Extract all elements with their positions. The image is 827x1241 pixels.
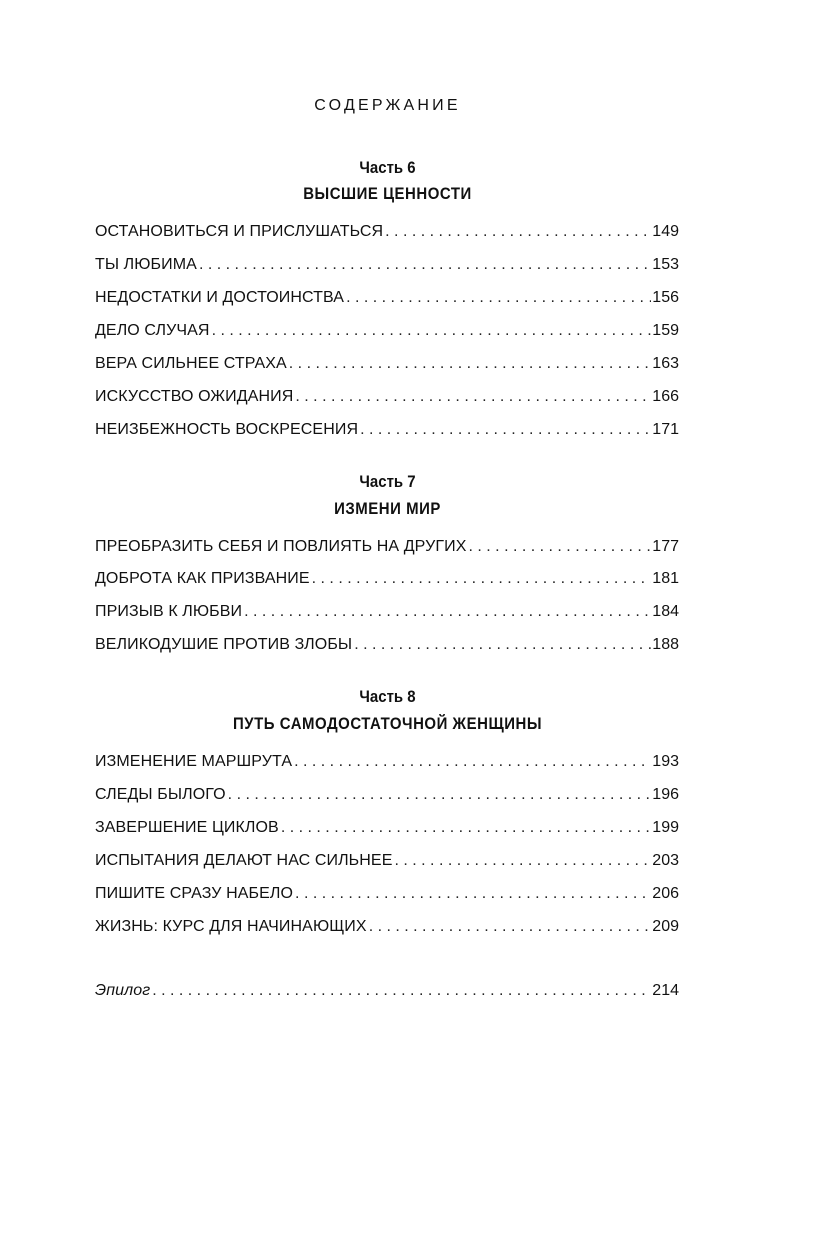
toc-entry-page: 163 [652,355,679,372]
toc-entry[interactable] [95,852,679,874]
part-7-label: Часть 7 [359,472,416,491]
toc-entry[interactable] [95,421,679,443]
dot-leader [287,355,652,373]
toc-entry[interactable] [95,322,679,344]
toc-entry-page: 196 [652,786,679,803]
part-6-label: Часть 6 [359,158,416,177]
toc-entry[interactable] [95,538,679,560]
toc-entry-page: 193 [652,753,679,770]
toc-entry[interactable] [95,223,679,245]
toc-entry-title: ИСПЫТАНИЯ ДЕЛАЮТ НАС СИЛЬНЕЕ [95,852,393,869]
toc-entry-page: 153 [652,256,679,273]
toc-entry-page: 149 [652,223,679,240]
toc-entry[interactable] [95,603,679,625]
toc-entry-title: НЕИЗБЕЖНОСТЬ ВОСКРЕСЕНИЯ [95,421,359,438]
toc-entry-page: 188 [652,636,679,653]
dot-leader [367,918,652,936]
toc-entry-page: 209 [652,918,679,935]
toc-entry-page: 156 [652,289,679,306]
dot-leader [226,786,652,804]
dot-leader [242,603,651,621]
dot-leader [210,322,652,340]
toc-entry-title: ДЕЛО СЛУЧАЯ [95,322,210,339]
dot-leader [292,753,651,771]
toc-entry[interactable] [95,753,679,775]
dot-leader [150,982,651,1000]
toc-entry-title: ДОБРОТА КАК ПРИЗВАНИЕ [95,570,310,587]
toc-entry-page: 171 [652,421,679,438]
part-8-label: Часть 8 [359,687,416,706]
dot-leader [293,885,651,903]
toc-entry-title: ИСКУССТВО ОЖИДАНИЯ [95,388,294,405]
toc-entry-title: ЗАВЕРШЕНИЕ ЦИКЛОВ [95,819,279,836]
toc-entry-page: 214 [652,982,679,999]
toc-entry-title: ПРЕОБРАЗИТЬ СЕБЯ И ПОВЛИЯТЬ НА ДРУГИХ [95,538,467,555]
toc-entry[interactable] [95,786,679,808]
dot-leader [358,421,651,439]
toc-entry[interactable] [95,355,679,377]
toc-entry-page: 184 [652,603,679,620]
toc-entry[interactable] [95,570,679,592]
toc-heading: СОДЕРЖАНИЕ [314,97,461,114]
toc-entry-page: 181 [652,570,679,587]
toc-entry-title: СЛЕДЫ БЫЛОГО [95,786,226,803]
toc-entry[interactable] [95,256,679,278]
toc-entry-title: ПРИЗЫВ К ЛЮБВИ [95,603,243,620]
dot-leader [352,636,651,654]
toc-entry[interactable] [95,819,679,841]
toc-entry-title: ОСТАНОВИТЬСЯ И ПРИСЛУШАТЬСЯ [95,223,384,240]
toc-entry[interactable] [95,289,679,311]
dot-leader [279,819,651,837]
toc-entry-epilogue[interactable] [95,982,679,1004]
toc-entry-title: Эпилог [95,982,151,999]
toc-entry-page: 166 [652,388,679,405]
toc-entry-page: 206 [652,885,679,902]
toc-entry-title: ВЕЛИКОДУШИЕ ПРОТИВ ЗЛОБЫ [95,636,353,653]
dot-leader [293,388,651,406]
toc-entry-page: 177 [652,538,679,555]
dot-leader [467,538,652,556]
dot-leader [197,256,651,274]
toc-entry-title: ПИШИТЕ СРАЗУ НАБЕЛО [95,885,294,902]
part-6-title: ВЫСШИЕ ЦЕННОСТИ [303,184,472,203]
toc-entry-title: НЕДОСТАТКИ И ДОСТОИНСТВА [95,289,345,306]
toc-entry-page: 203 [652,852,679,869]
toc-entry[interactable] [95,918,679,940]
part-7-title: ИЗМЕНИ МИР [334,499,441,518]
dot-leader [344,289,651,307]
dot-leader [310,570,652,588]
dot-leader [383,223,651,241]
part-8-title: ПУТЬ САМОДОСТАТОЧНОЙ ЖЕНЩИНЫ [232,714,543,733]
dot-leader [392,852,651,870]
toc-entry-page: 199 [652,819,679,836]
toc-entry-title: ТЫ ЛЮБИМА [95,256,197,273]
toc-entry-title: ИЗМЕНЕНИЕ МАРШРУТА [95,753,293,770]
toc-entry[interactable] [95,885,679,907]
toc-entry[interactable] [95,636,679,658]
toc-entry-title: ВЕРА СИЛЬНЕЕ СТРАХА [95,355,287,372]
toc-entry-title: ЖИЗНЬ: КУРС ДЛЯ НАЧИНАЮЩИХ [95,918,367,935]
toc-entry[interactable] [95,388,679,410]
toc-entry-page: 159 [652,322,679,339]
